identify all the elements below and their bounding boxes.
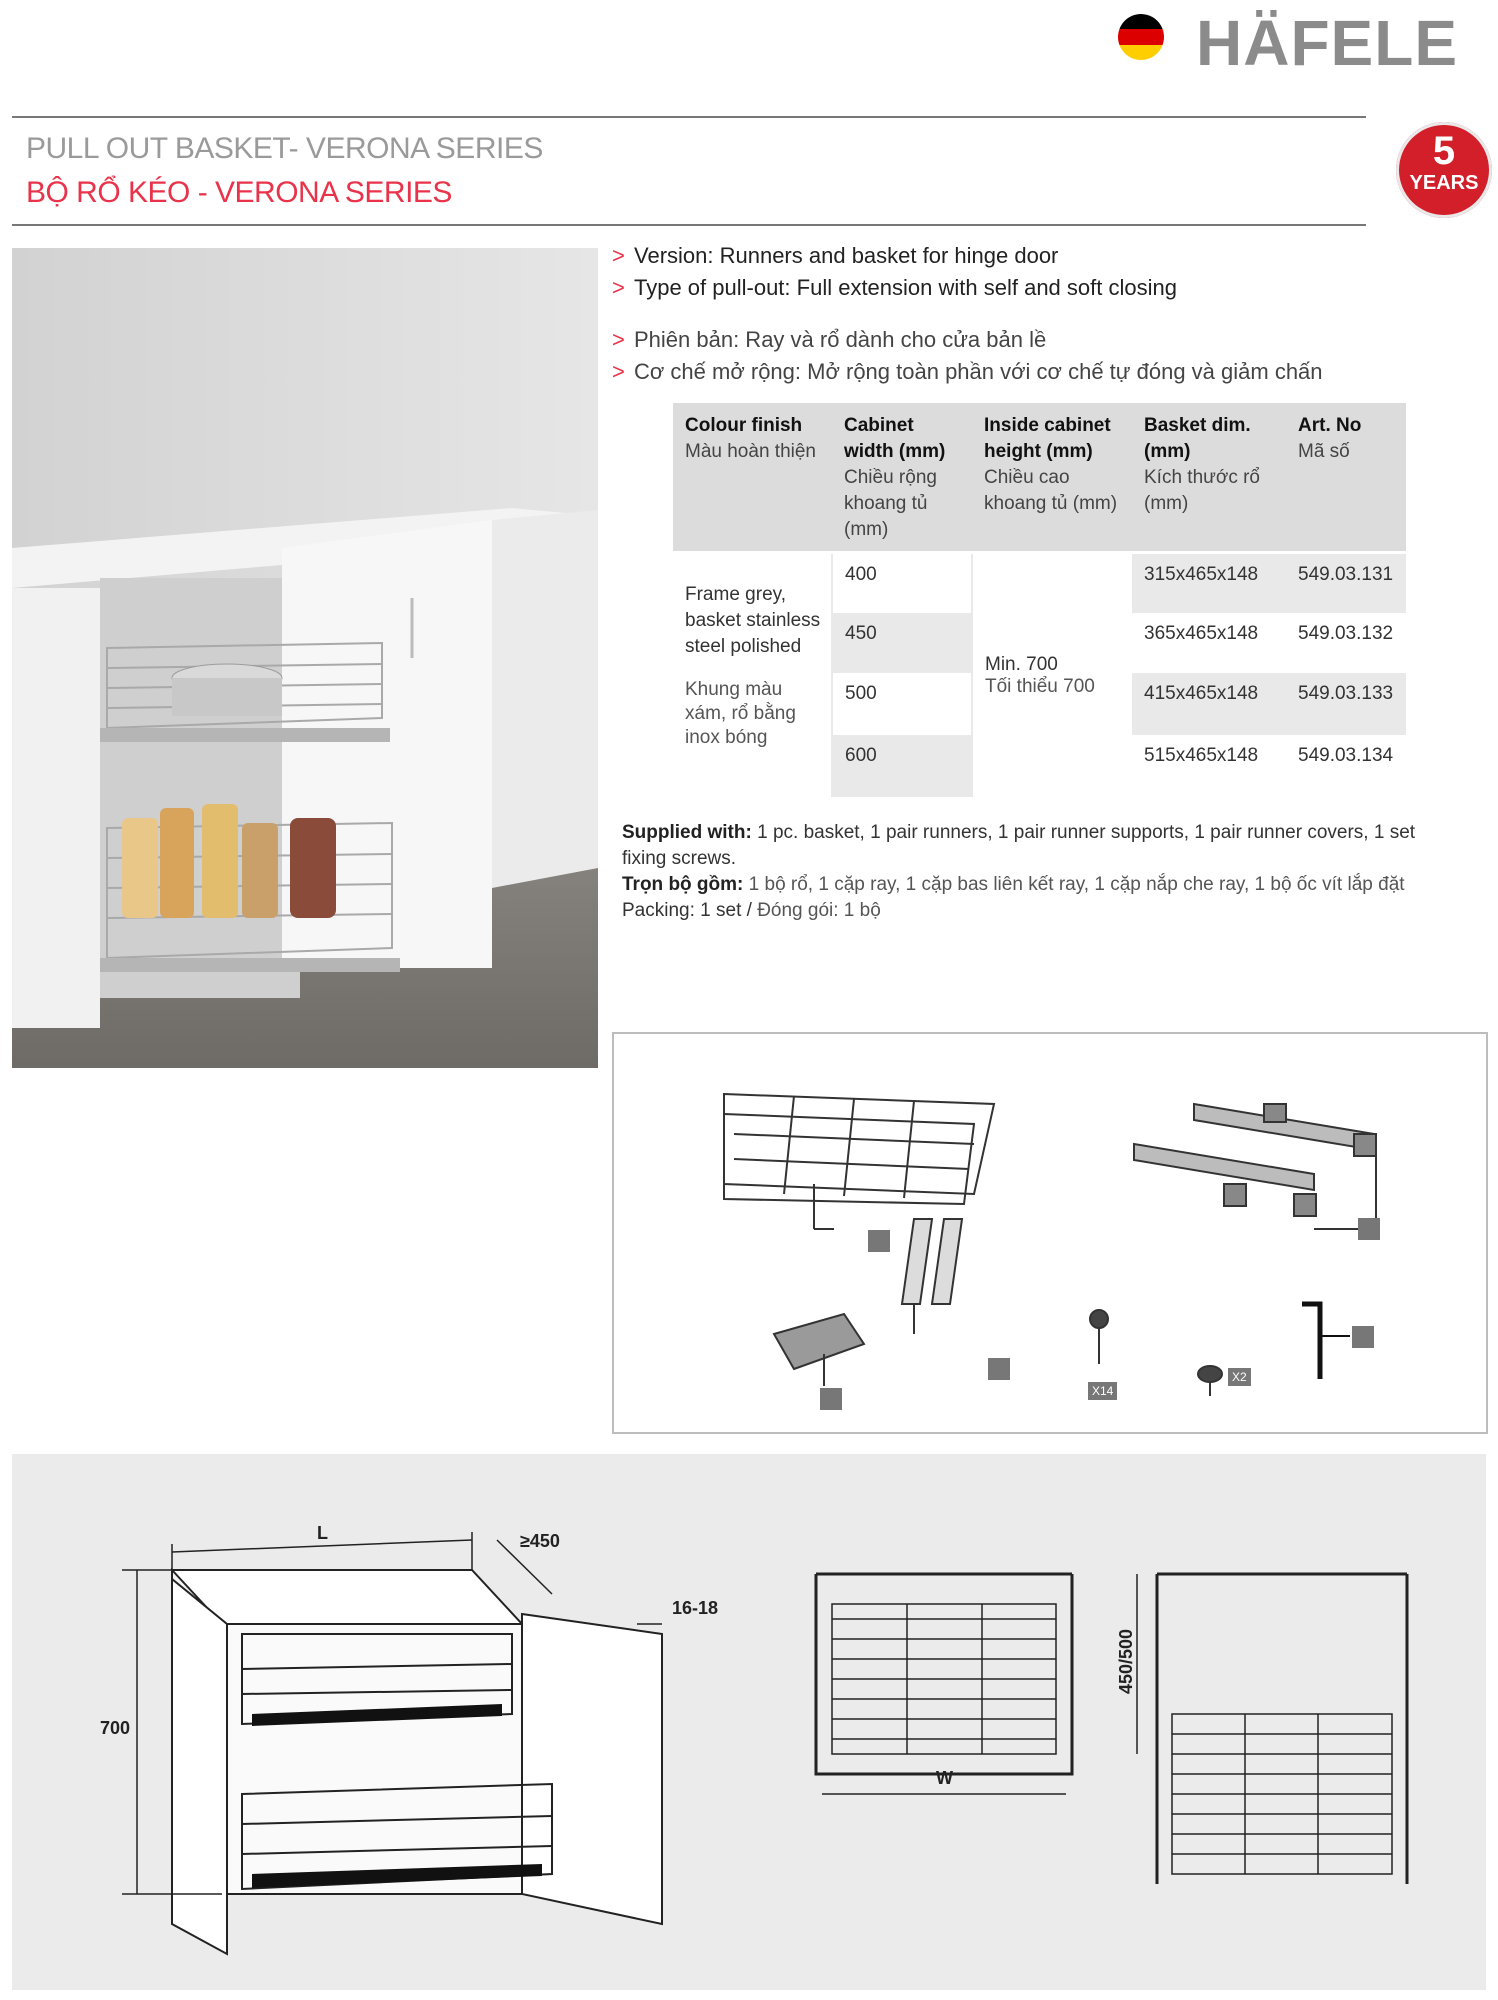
finish-cell: Frame grey, basket stainless steel polished Khung màu xám, rổ bằng inox bóng	[673, 553, 832, 797]
runners-icon	[1134, 1104, 1376, 1229]
basket-icon	[724, 1094, 994, 1229]
warranty-number: 5	[1432, 129, 1456, 173]
dim-width: W	[936, 1768, 953, 1788]
bolt-quantity: X2	[1228, 1368, 1251, 1386]
brand-logo: HÄFELE	[1196, 7, 1458, 79]
cabinet-drawing	[172, 1570, 662, 1954]
runner-covers-icon	[902, 1219, 962, 1334]
list-item: > Version: Runners and basket for hinge door	[612, 240, 1372, 272]
warranty-unit: YEARS	[1409, 172, 1479, 194]
packing: Packing: 1 set / Đóng gói: 1 bộ	[622, 900, 881, 921]
dim-height: 700	[100, 1718, 131, 1738]
part-marker	[988, 1358, 1010, 1380]
title-divider	[12, 224, 1366, 226]
dim-cell: 415x465x148	[1132, 673, 1286, 735]
part-marker	[1358, 1218, 1380, 1240]
supplied-vi: Trọn bộ gồm: 1 bộ rổ, 1 cặp ray, 1 cặp bas liên kết ray, 1 cặp nắp che ray, 1 bộ ốc vít lắp đặt	[622, 874, 1405, 895]
bolt-icon	[1198, 1366, 1222, 1396]
screw-quantity: X14	[1088, 1382, 1117, 1400]
parts-illustration	[612, 1032, 1488, 1434]
dim-cell: 515x465x148	[1132, 735, 1286, 797]
width-cell: 450	[832, 613, 972, 673]
feature-version-vi: Phiên bản: Ray và rổ dành cho cửa bản lề	[634, 327, 1047, 352]
header-basket-dim: Basket dim. (mm) Kích thước rổ (mm)	[1132, 403, 1286, 553]
germany-flag-icon	[1118, 14, 1164, 60]
spec-table	[673, 403, 1406, 797]
list-item: > Type of pull-out: Full extension with self and soft closing	[612, 272, 1372, 304]
header-art-no: Art. No Mã số	[1286, 403, 1406, 553]
list-item: > Cơ chế mở rộng: Mở rộng toàn phần với cơ chế tự đóng và giảm chấn	[612, 356, 1372, 388]
art-cell: 549.03.132	[1286, 613, 1406, 673]
page-title-vi: BỘ RỔ KÉO - VERONA SERIES	[26, 176, 452, 209]
allen-key-icon	[1302, 1304, 1350, 1379]
table-row	[673, 553, 1406, 613]
dim-cell: 365x465x148	[1132, 613, 1286, 673]
supplied-en: Supplied with: 1 pc. basket, 1 pair runners, 1 pair runner supports, 1 pair runner covers, 1 set fixing screws.	[622, 822, 1416, 869]
dim-depth: ≥450	[520, 1531, 560, 1551]
screw-icon	[1090, 1310, 1108, 1364]
dim-side-depth: 450/500	[1116, 1628, 1136, 1694]
width-cell: 600	[832, 735, 972, 797]
part-marker	[820, 1388, 842, 1410]
header-height: Inside cabinet height (mm) Chiều cao khoang tủ (mm)	[972, 403, 1132, 553]
header-width: Cabinet width (mm) Chiều rộng khoang tủ (mm)	[832, 403, 972, 553]
table-header-row	[673, 403, 1406, 553]
width-cell: 400	[832, 553, 972, 613]
feature-version: Version: Runners and basket for hinge door	[634, 243, 1059, 268]
width-cell: 500	[832, 673, 972, 735]
list-item: > Phiên bản: Ray và rổ dành cho cửa bản lề	[612, 324, 1372, 356]
warranty-badge	[1396, 122, 1492, 218]
header-divider	[12, 116, 1366, 118]
dimension-drawings	[12, 1454, 1486, 1990]
runner-support-icon	[774, 1314, 864, 1386]
art-cell: 549.03.134	[1286, 735, 1406, 797]
dim-length: L	[317, 1523, 328, 1543]
feature-list	[612, 240, 1372, 388]
page-title: PULL OUT BASKET- VERONA SERIES	[26, 132, 543, 165]
product-photo	[12, 248, 598, 1068]
dim-cell: 315x465x148	[1132, 553, 1286, 613]
feature-pullout-vi: Cơ chế mở rộng: Mở rộng toàn phần với cơ chế tự đóng và giảm chấn	[634, 359, 1323, 384]
supplied-with	[622, 820, 1458, 924]
art-cell: 549.03.131	[1286, 553, 1406, 613]
part-marker	[1352, 1326, 1374, 1348]
header-colour: Colour finish Màu hoàn thiện	[673, 403, 832, 553]
part-marker	[868, 1230, 890, 1252]
art-cell: 549.03.133	[1286, 673, 1406, 735]
height-cell: Min. 700 Tối thiểu 700	[972, 553, 1132, 797]
feature-pullout: Type of pull-out: Full extension with self and soft closing	[634, 275, 1177, 300]
side-view-drawing	[1157, 1574, 1407, 1884]
dim-door: 16-18	[672, 1598, 719, 1618]
